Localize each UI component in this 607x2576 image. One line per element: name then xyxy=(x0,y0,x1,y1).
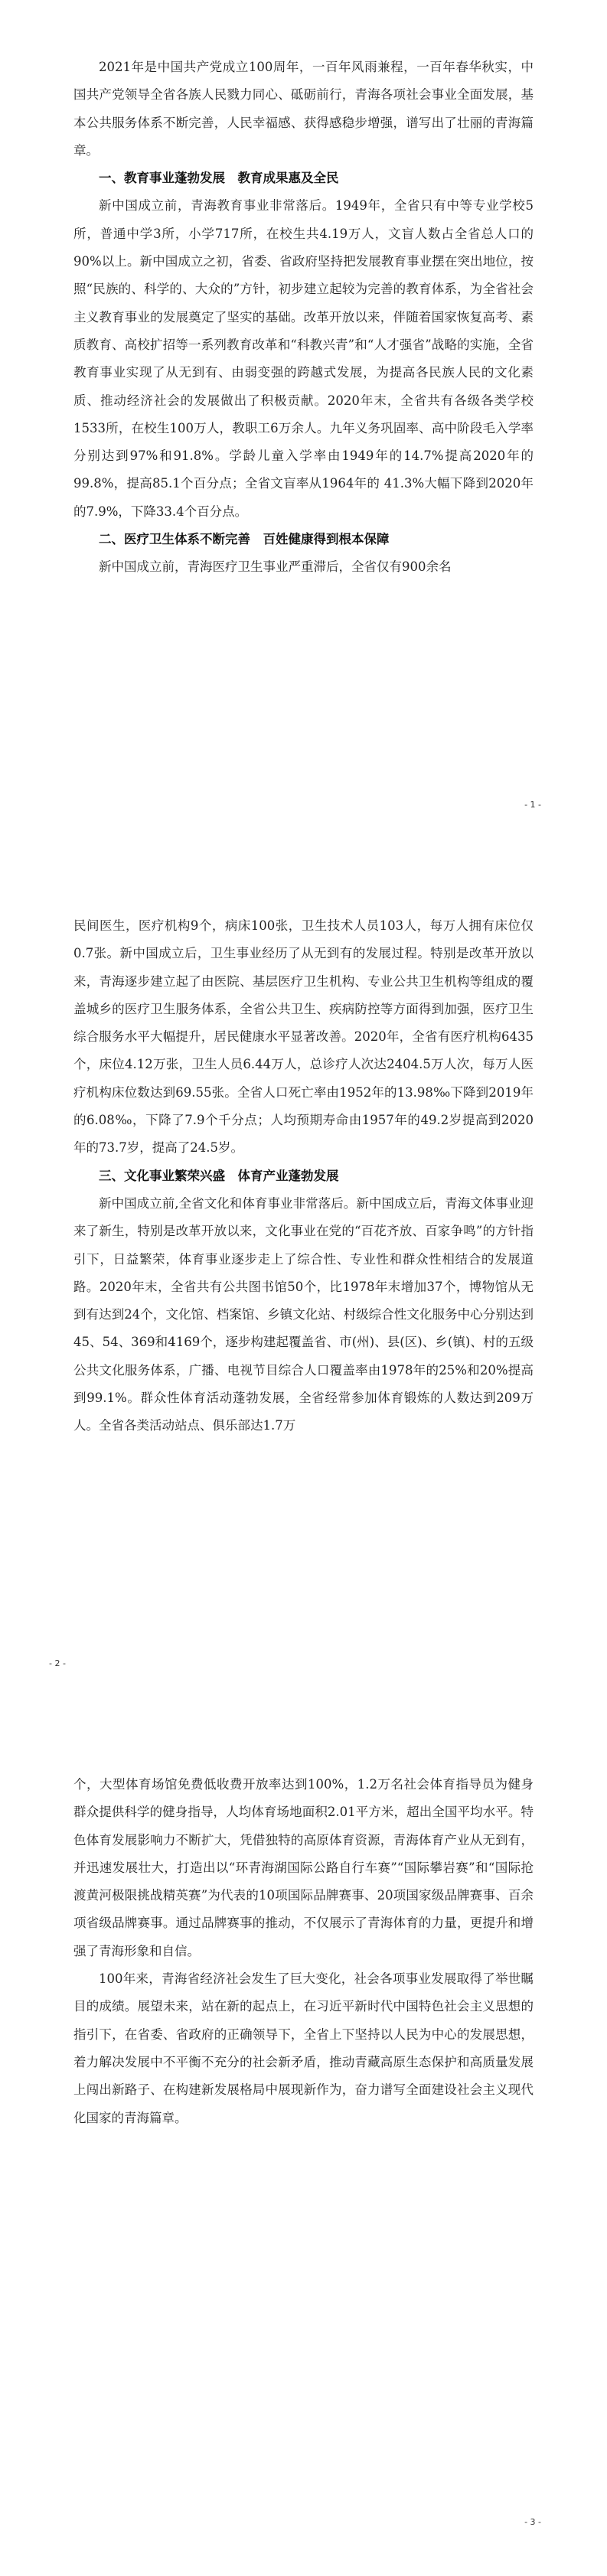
document-page-3 xyxy=(0,1717,607,2576)
healthcare-paragraph-start: 新中国成立前，青海医疗卫生事业严重滞后，全省仅有900余名 xyxy=(99,559,452,575)
page-number: - 3 - xyxy=(524,2517,541,2527)
section-heading-culture-sports: 三、文化事业繁荣兴盛 体育产业蓬勃发展 xyxy=(99,1168,339,1183)
culture-paragraph: 新中国成立前,全省文化和体育事业非常落后。新中国成立后，青海文体事业迎来了新生，特别是改革开放以来，文化事业在党的“百花齐放、百家争鸣”的方针指引下，日益繁荣，体育事业逐步走上了综合性、专业性和群众性相结合的发展道路。2020年末，全省共有公共图书馆50个，比1978年末增加37个，博物馆从无到有达到24个，文化馆、档案馆、乡镇文化站、村级综合性文化服务中心分别达到45、54、369和4169个，逐步构建起覆盖省、市(州)、县(区)、乡(镇)、村的五级公共文化服务体系，广播、电视节目综合人口覆盖率由1978年的25%和20%提高到99.1%。群众性体育活动蓬勃发展，全省经常参加体育锻炼的人数达到209万人。全省各类活动站点、俱乐部达1.7万 xyxy=(73,1195,534,1433)
document-page-2 xyxy=(0,859,607,1717)
page-number: - 1 - xyxy=(524,800,541,810)
section-heading-healthcare: 二、医疗卫生体系不断完善 百姓健康得到根本保障 xyxy=(99,532,390,547)
document-page-1 xyxy=(0,0,607,859)
education-paragraph: 新中国成立前，青海教育事业非常落后。1949年，全省只有中等专业学校5所，普通中学3所，小学717所，在校生共4.19万人，文盲人数占全省总人口的90%以上。新中国成立之初，省委、省政府坚持把发展教育事业摆在突出地位，按照“民族的、科学的、大众的”方针，初步建立起较为完善的教育体系，为全省社会主义教育事业的发展奠定了坚实的基础。改革开放以来，伴随着国家恢复高考、素质教育、高校扩招等一系列教育改革和“科教兴青”和“人才强省”战略的实施，全省教育事业实现了从无到有、由弱变强的跨越式发展，为提高各民族人民的文化素质、推动经济社会的发展做出了积极贡献。2020年末，全省共有各级各类学校1533所，在校生100万人，教职工6万余人。九年义务巩固率、高中阶段毛入学率分别达到97%和91.8%。学龄儿童入学率由1949年的14.7%提高2020年的99.8%，提高85.1个百分点；全省文盲率从1964年的 41.3%大幅下降到2020年的7.9%，下降33.4个百分点。 xyxy=(73,198,534,519)
intro-paragraph: 2021年是中国共产党成立100周年，一百年风雨兼程，一百年春华秋实，中国共产党领导全省各族人民戮力同心、砥砺前行，青海各项社会事业全面发展，基本公共服务体系不断完善，人民幸福感、获得感稳步增强，谱写出了壮丽的青海篇章。 xyxy=(73,60,534,158)
conclusion-paragraph: 100年来，青海省经济社会发生了巨大变化，社会各项事业发展取得了举世瞩目的成绩。展望未来，站在新的起点上，在习近平新时代中国特色社会主义思想的指引下，在省委、省政府的正确领导下，全省上下坚持以人民为中心的发展思想，着力解决发展中不平衡不充分的社会新矛盾，推动青藏高原生态保护和高质量发展上闯出新路子、在构建新发展格局中展现新作为，奋力谱写全面建设社会主义现代化国家的青海篇章。 xyxy=(73,1971,534,2125)
healthcare-paragraph-continued: 民间医生，医疗机构9个，病床100张，卫生技术人员103人，每万人拥有床位仅0.7张。新中国成立后，卫生事业经历了从无到有的发展过程。特别是改革开放以来，青海逐步建立起了由医院、基层医疗卫生机构、专业公共卫生机构等组成的覆盖城乡的医疗卫生服务体系，全省公共卫生、疾病防控等方面得到加强，医疗卫生综合服务水平大幅提升，居民健康水平显著改善。2020年，全省有医疗机构6435个，床位4.12万张，卫生人员6.44万人，总诊疗人次达2404.5万人次，每万人医疗机构床位数达到69.55张。全省人口死亡率由1952年的13.98‰下降到2019年的6.08‰，下降了7.9个千分点；人均预期寿命由1957年的49.2岁提高到2020年的73.7岁，提高了24.5岁。 xyxy=(73,918,534,1156)
page-number: - 2 - xyxy=(49,1658,66,1668)
section-heading-education: 一、教育事业蓬勃发展 教育成果惠及全民 xyxy=(99,171,339,186)
culture-paragraph-continued: 个，大型体育场馆免费低收费开放率达到100%，1.2万名社会体育指导员为健身群众提供科学的健身指导，人均体育场地面积2.01平方米，超出全国平均水平。特色体育发展影响力不断扩大，凭借独特的高原体育资源，青海体育产业从无到有，并迅速发展壮大，打造出以“环青海湖国际公路自行车赛”“国际攀岩赛”和“国际抢渡黄河极限挑战精英赛”为代表的10项国际品牌赛事、20项国家级品牌赛事、百余项省级品牌赛事。通过品牌赛事的推动，不仅展示了青海体育的力量，更提升和增强了青海形象和自信。 xyxy=(73,1777,534,1958)
